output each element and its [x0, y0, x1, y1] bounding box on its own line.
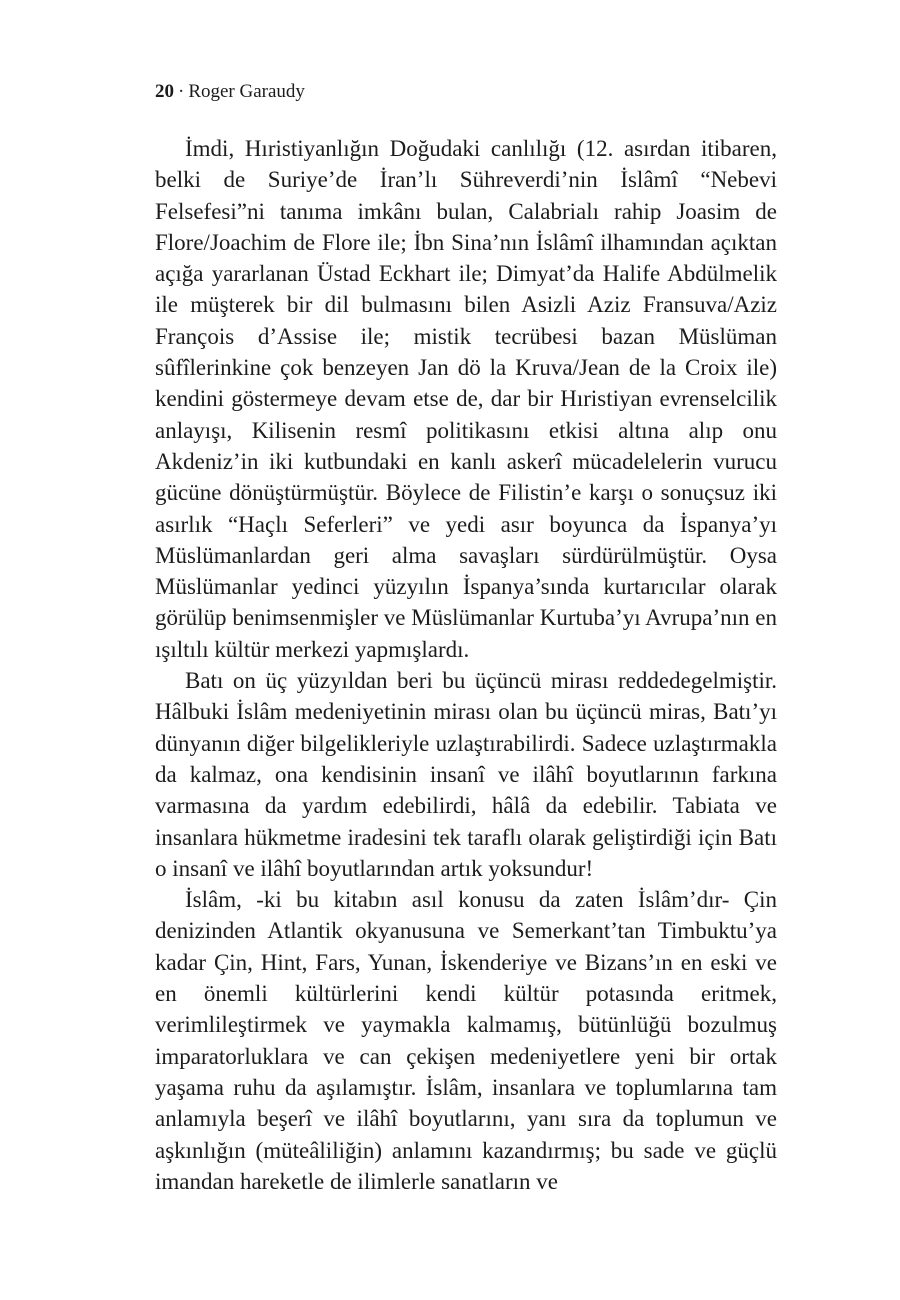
- paragraph: İslâm, -ki bu kitabın asıl konusu da zaten İslâm’dır- Çin denizinden Atlantik okyanusuna ve Semerkant’tan Timbuktu’ya kadar Çin, Hint, Fars, Yunan, İskenderiye ve Bizans’ın en eski ve en önemli kültürlerini kendi kültür potasında eritmek, verimlileştirmek ve yaymakla kalmamış, bütünlüğü bozulmuş imparatorluklara ve can çekişen medeniyetlere yeni bir ortak yaşama ruhu da aşılamıştır. İslâm, insanlara ve toplumlarına tam anlamıyla beşerî ve ilâhî boyutlarını, yanı sıra da toplumun ve aşkınlığın (müteâliliğin) anlamını kazandırmış; bu sade ve güçlü imandan hareketle de ilimlerle sanatların ve: [155, 887, 777, 1194]
- header-separator: ·: [178, 81, 185, 102]
- running-head: [155, 80, 305, 104]
- page-number: 20: [155, 81, 174, 102]
- author-name: Roger Garaudy: [188, 81, 305, 102]
- paragraph: Batı on üç yüzyıldan beri bu üçüncü mirası reddedegelmiştir. Hâlbuki İslâm medeniyetinin mirası olan bu üçüncü miras, Batı’yı dünyanın diğer bilgelikleriyle uzlaştırabilirdi. Sadece uzlaştırmakla da kalmaz, ona kendisinin insanî ve ilâhî boyutlarının farkına varmasına da yardım edebilirdi, hâlâ da edebilir. Tabiata ve insanlara hükmetme iradesini tek taraflı olarak geliştirdiği için Batı o insanî ve ilâhî boyutlarından artık yoksundur!: [155, 668, 777, 881]
- body-text: [155, 133, 777, 1197]
- paragraph: İmdi, Hıristiyanlığın Doğudaki canlılığı (12. asırdan itibaren, belki de Suriye’de İran’lı Sühreverdi’nin İslâmî “Nebevi Felsefesi”ni tanıma imkânı bulan, Calabrialı rahip Joasim de Flore/Joachim de Flore ile; İbn Sina’nın İslâmî ilhamından açıktan açığa yararlanan Üstad Eckhart ile; Dimyat’da Halife Abdülmelik ile müşterek bir dil bulmasını bilen Asizli Aziz Fransuva/Aziz François d’Assise ile; mistik tecrübesi bazan Müslüman sûfîlerinkine çok benzeyen Jan dö la Kruva/Jean de la Croix ile) kendini göstermeye devam etse de, dar bir Hıristiyan evrenselcilik anlayışı, Kilisenin resmî politikasını etkisi altına alıp onu Akdeniz’in iki kutbundaki en kanlı askerî mücadelelerin vurucu gücüne dönüştürmüştür. Böylece de Filistin’e karşı o sonuçsuz iki asırlık “Haçlı Seferleri” ve yedi asır boyunca da İspanya’yı Müslümanlardan geri alma savaşları sürdürülmüştür. Oysa Müslümanlar yedinci yüzyılın İspanya’sında kurtarıcılar olarak görülüp benimsenmişler ve Müslümanlar Kurtuba’yı Avrupa’nın en ışıltılı kültür merkezi yapmışlardı.: [155, 136, 777, 662]
